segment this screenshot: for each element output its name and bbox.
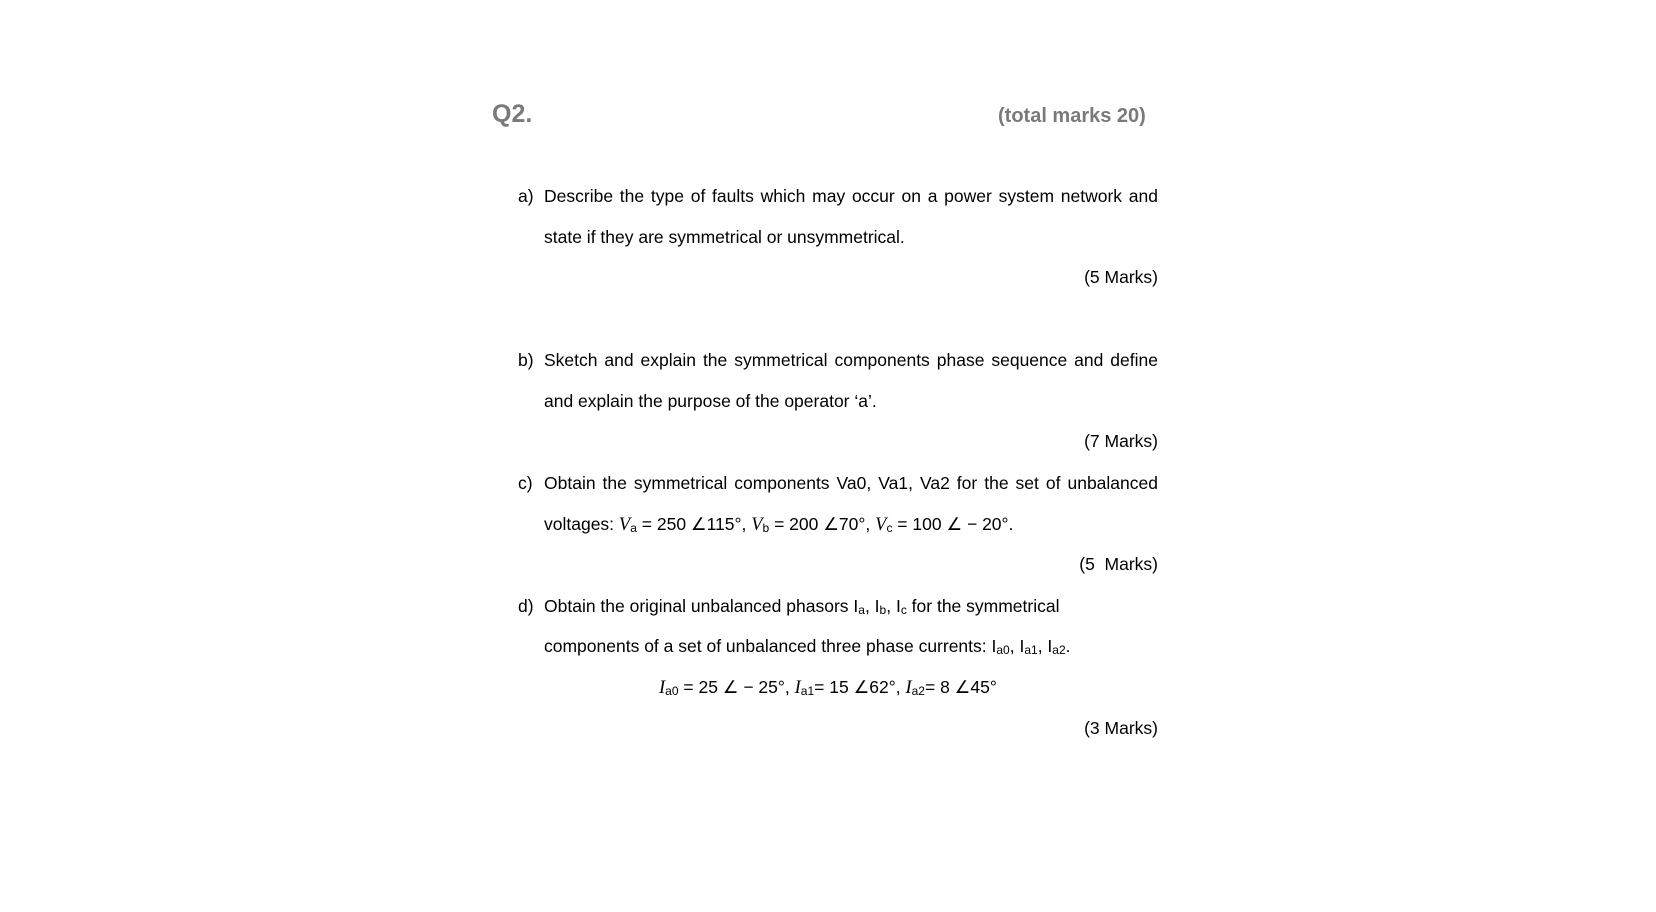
currents-sep-1: , I bbox=[1009, 636, 1025, 656]
ia1-symbol: I bbox=[794, 678, 801, 698]
part-c-marks: (5 Marks) bbox=[1079, 554, 1158, 574]
va-subscript: a bbox=[630, 521, 637, 535]
part-b-line-2: and explain the purpose of the operator ‘a’. bbox=[544, 391, 877, 411]
vb-subscript: b bbox=[762, 521, 770, 535]
ia1-subscript: a1 bbox=[1024, 643, 1038, 657]
ia2-value: = 8 ∠45° bbox=[924, 677, 997, 697]
phasors-sep-2: , I bbox=[886, 596, 901, 616]
ia2-subscript: a2 bbox=[1052, 643, 1066, 657]
part-b-line-1: Sketch and explain the symmetrical components phase sequence and define bbox=[544, 350, 1158, 370]
part-c-line-1: Obtain the symmetrical components Va0, Va1, Va2 for the set of unbalanced bbox=[544, 473, 1158, 493]
part-d-equation bbox=[659, 675, 997, 701]
vb-symbol: V bbox=[751, 515, 763, 535]
part-d-line-2 bbox=[544, 634, 1071, 660]
part-a-label: a) bbox=[518, 186, 534, 206]
ia-subscript: a bbox=[858, 603, 865, 617]
part-c-label: c) bbox=[518, 473, 533, 493]
ia2-symbol: I bbox=[905, 678, 912, 698]
vb-value: = 200 ∠70°, bbox=[769, 514, 876, 534]
part-d-marks: (3 Marks) bbox=[1084, 718, 1158, 738]
ia0-symbol: I bbox=[659, 678, 666, 698]
part-b-marks: (7 Marks) bbox=[1084, 431, 1158, 451]
vc-value: = 100 ∠ − 20°. bbox=[892, 514, 1014, 534]
ia0-value: = 25 ∠ − 25°, bbox=[678, 677, 795, 697]
part-c-voltages-line bbox=[544, 512, 1013, 538]
ia1-value: = 15 ∠62°, bbox=[814, 677, 906, 697]
va-symbol: V bbox=[618, 515, 631, 535]
total-marks: (total marks 20) bbox=[998, 105, 1146, 127]
ia2-eq-subscript: a2 bbox=[911, 684, 925, 698]
part-b-label: b) bbox=[518, 350, 534, 370]
ia1-eq-subscript: a1 bbox=[800, 684, 815, 698]
currents-prefix: components of a set of unbalanced three phase currents: I bbox=[544, 636, 997, 656]
vc-symbol: V bbox=[875, 515, 887, 535]
part-d-line-1 bbox=[544, 594, 1060, 620]
part-a-line-1: Describe the type of faults which may occur on a power system network and bbox=[544, 186, 1158, 206]
ib-subscript: b bbox=[879, 603, 887, 617]
ia0-eq-subscript: a0 bbox=[665, 684, 679, 698]
ia0-subscript: a0 bbox=[996, 643, 1010, 657]
phasors-sep-1: , I bbox=[864, 596, 880, 616]
vc-subscript: c bbox=[886, 521, 893, 535]
part-a-line-2: state if they are symmetrical or unsymmetrical. bbox=[544, 227, 905, 247]
currents-sep-2: , I bbox=[1037, 636, 1053, 656]
voltages-prefix: voltages: bbox=[544, 514, 619, 534]
currents-suffix: . bbox=[1065, 636, 1071, 656]
ic-subscript: c bbox=[900, 603, 907, 617]
question-number: Q2. bbox=[492, 100, 533, 128]
phasors-prefix: Obtain the original unbalanced phasors I bbox=[544, 596, 859, 616]
phasors-suffix: for the symmetrical bbox=[906, 596, 1060, 616]
part-d-label: d) bbox=[518, 596, 534, 616]
part-a-marks: (5 Marks) bbox=[1084, 267, 1158, 287]
va-value: = 250 ∠115°, bbox=[636, 514, 752, 534]
